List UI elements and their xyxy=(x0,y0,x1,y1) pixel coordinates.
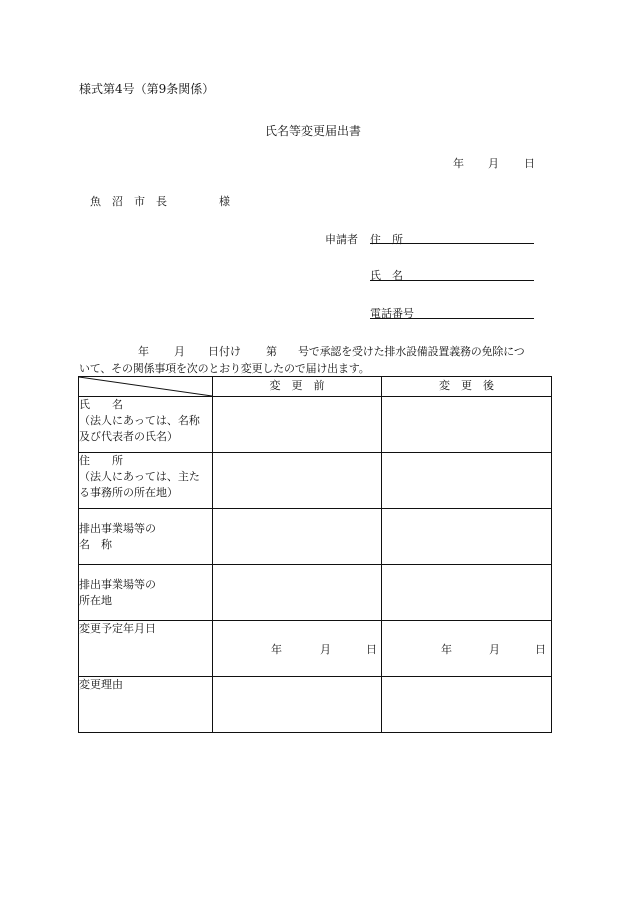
table-row xyxy=(79,621,552,677)
date-month: 月 xyxy=(320,642,331,656)
date-month: 月 xyxy=(488,157,499,170)
date-day: 日 xyxy=(535,642,546,656)
table-row xyxy=(79,565,552,621)
addressee-honorific: 様 xyxy=(219,195,230,208)
reason-before-cell[interactable] xyxy=(213,677,382,733)
applicant-address-line[interactable] xyxy=(370,243,534,244)
date-year: 年 xyxy=(271,642,282,656)
applicant-address-label: 住 所 xyxy=(370,233,403,246)
address-after-cell[interactable] xyxy=(382,453,552,509)
diagonal-line xyxy=(79,377,212,396)
name-before-cell[interactable] xyxy=(213,397,382,453)
facility-location-before-cell[interactable] xyxy=(213,565,382,621)
reason-after-cell[interactable] xyxy=(382,677,552,733)
date-month: 月 xyxy=(489,642,500,656)
change-date-after-cell[interactable] xyxy=(382,621,552,677)
table-row xyxy=(79,453,552,509)
addressee-name: 魚 沼 市 長 xyxy=(90,195,167,208)
row-label-address: 住 所 （法人にあっては、主た る事務所の所在地） xyxy=(79,453,213,509)
row-label-facility-name: 排出事業場等の 名 称 xyxy=(79,509,213,565)
applicant-label: 申請者 xyxy=(325,233,358,246)
change-table xyxy=(78,376,552,733)
table-row xyxy=(79,509,552,565)
facility-name-before-cell[interactable] xyxy=(213,509,382,565)
table-row xyxy=(79,397,552,453)
applicant-name-label: 氏 名 xyxy=(370,269,403,282)
document-title: 氏名等変更届出書 xyxy=(265,124,362,138)
address-before-cell[interactable] xyxy=(213,453,382,509)
row-label-change-date: 変更予定年月日 xyxy=(79,621,213,677)
applicant-name-line[interactable] xyxy=(370,280,534,281)
name-after-cell[interactable] xyxy=(382,397,552,453)
facility-location-after-cell[interactable] xyxy=(382,565,552,621)
date-day: 日 xyxy=(524,157,535,170)
facility-name-after-cell[interactable] xyxy=(382,509,552,565)
header-before: 変 更 前 xyxy=(213,377,382,397)
table-header-row xyxy=(79,377,552,397)
row-label-reason: 変更理由 xyxy=(79,677,213,733)
header-diagonal-cell xyxy=(79,377,213,397)
date-day: 日 xyxy=(366,642,377,656)
body-year: 年 xyxy=(138,345,149,358)
body-dated: 日付け xyxy=(208,345,241,358)
date-year: 年 xyxy=(441,642,452,656)
header-after: 変 更 後 xyxy=(382,377,552,397)
body-line2: いて、その関係事項を次のとおり変更したので届け出ます。 xyxy=(79,362,370,375)
body-rest: 号で承認を受けた排水設備設置義務の免除につ xyxy=(298,345,525,358)
row-label-name: 氏 名 （法人にあっては、名称 及び代表者の氏名） xyxy=(79,397,213,453)
form-number: 様式第4号（第9条関係） xyxy=(79,82,215,96)
table-row xyxy=(79,677,552,733)
applicant-phone-label: 電話番号 xyxy=(370,307,414,320)
applicant-phone-line[interactable] xyxy=(370,318,534,319)
change-date-before-cell[interactable] xyxy=(213,621,382,677)
body-month: 月 xyxy=(174,345,185,358)
date-year: 年 xyxy=(453,157,464,170)
body-no: 第 xyxy=(266,345,277,358)
row-label-facility-location: 排出事業場等の 所在地 xyxy=(79,565,213,621)
